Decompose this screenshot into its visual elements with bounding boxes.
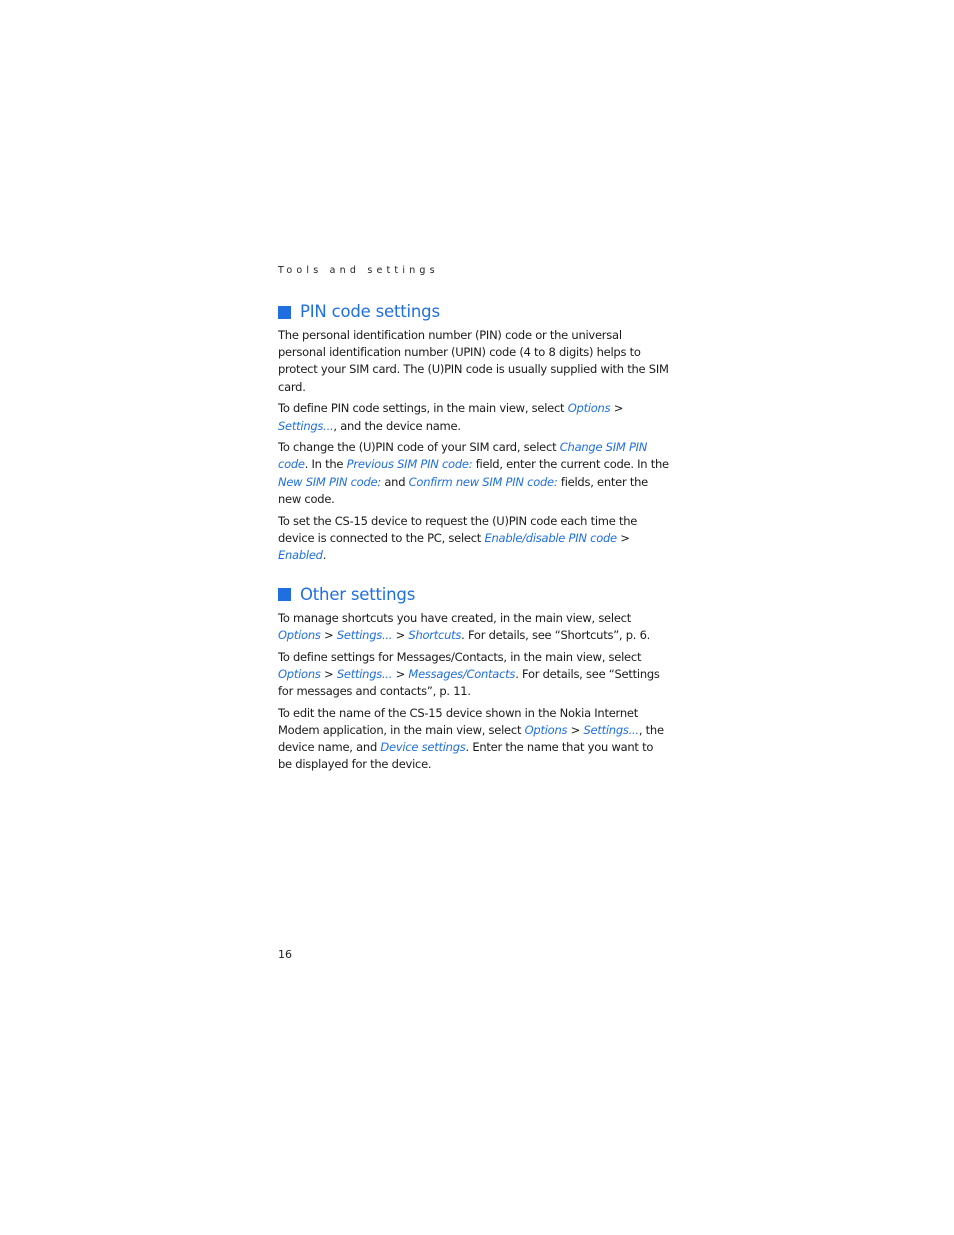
menu-path-term: Settings... bbox=[336, 666, 393, 681]
paragraph bbox=[278, 705, 670, 774]
menu-path-term: Messages/Contacts bbox=[408, 666, 516, 681]
section-title bbox=[278, 299, 670, 325]
running-head: Tools and settings bbox=[278, 265, 439, 276]
text-run: . For details, see “Shortcuts”, p. 6. bbox=[461, 627, 651, 642]
section-other-settings bbox=[278, 582, 670, 774]
text-run: > bbox=[567, 722, 584, 737]
text-run: To change the (U)PIN code of your SIM card, select bbox=[278, 440, 560, 455]
text-run: > bbox=[392, 666, 409, 681]
menu-path-term: Enable/disable PIN code bbox=[484, 530, 617, 545]
text-run: , the device name, and bbox=[278, 722, 664, 755]
section-square-icon bbox=[278, 306, 291, 319]
text-run: > bbox=[320, 666, 337, 681]
text-run: , and the device name. bbox=[333, 418, 461, 433]
text-run: . For details, see “Settings for messages and contacts”, p. 11. bbox=[278, 666, 660, 698]
text-run: > bbox=[392, 627, 409, 642]
text-run: The personal identification number (PIN) code or the universal personal identification number (UPIN) code (4 to 8 digits) helps to protect your SIM card. The (U)PIN code is usually supplied with the SIM card. bbox=[278, 328, 669, 394]
menu-path-term: Options bbox=[278, 627, 321, 642]
text-run: To define PIN code settings, in the main view, select bbox=[278, 401, 568, 416]
section-heading: Other settings bbox=[300, 584, 416, 604]
text-run: . Enter the name that you want to be displayed for the device. bbox=[278, 740, 654, 772]
text-run: To manage shortcuts you have created, in the main view, select bbox=[278, 610, 631, 625]
menu-path-term: Options bbox=[567, 401, 611, 416]
text-run: > bbox=[320, 627, 337, 642]
text-run: To set the CS-15 device to request the (U)PIN code each time the device is connected to the PC, select bbox=[278, 513, 638, 545]
paragraph bbox=[278, 439, 670, 508]
text-run: field, enter the current code. In the bbox=[472, 457, 669, 472]
document-page bbox=[278, 262, 670, 778]
text-run: > bbox=[610, 401, 624, 416]
section-heading: PIN code settings bbox=[300, 302, 440, 321]
menu-path-term: Shortcuts bbox=[408, 627, 462, 642]
section-square-icon bbox=[278, 588, 291, 601]
menu-path-term: Settings... bbox=[583, 722, 639, 737]
menu-path-term: Enabled bbox=[278, 547, 323, 562]
text-run: and bbox=[380, 474, 409, 489]
paragraph bbox=[278, 513, 670, 565]
section-title bbox=[278, 582, 670, 608]
paragraph bbox=[278, 649, 670, 701]
paragraph bbox=[278, 610, 670, 644]
text-run: fields, enter the new code. bbox=[278, 474, 648, 506]
text-run: To define settings for Messages/Contacts, in the main view, select bbox=[278, 649, 642, 664]
section-pin-code-settings bbox=[278, 299, 670, 564]
text-run: > bbox=[616, 530, 630, 545]
page-number: 16 bbox=[278, 948, 292, 961]
text-run: To edit the name of the CS-15 device shown in the Nokia Internet Modem application, in the main view, select bbox=[278, 705, 638, 737]
menu-path-term: Options bbox=[278, 666, 321, 681]
menu-path-term: Settings... bbox=[278, 418, 334, 433]
paragraph bbox=[278, 327, 670, 396]
menu-path-term: Previous SIM PIN code: bbox=[346, 457, 473, 472]
text-run: . bbox=[322, 547, 327, 562]
text-run: . In the bbox=[304, 457, 347, 472]
menu-path-term: Confirm new SIM PIN code: bbox=[408, 474, 558, 489]
menu-path-term: Options bbox=[524, 722, 568, 737]
menu-path-term: Device settings bbox=[380, 740, 466, 755]
menu-path-term: New SIM PIN code: bbox=[278, 474, 381, 489]
menu-path-term: Settings... bbox=[336, 627, 393, 642]
paragraph bbox=[278, 400, 670, 434]
menu-path-term: Change SIM PIN code bbox=[278, 440, 648, 472]
